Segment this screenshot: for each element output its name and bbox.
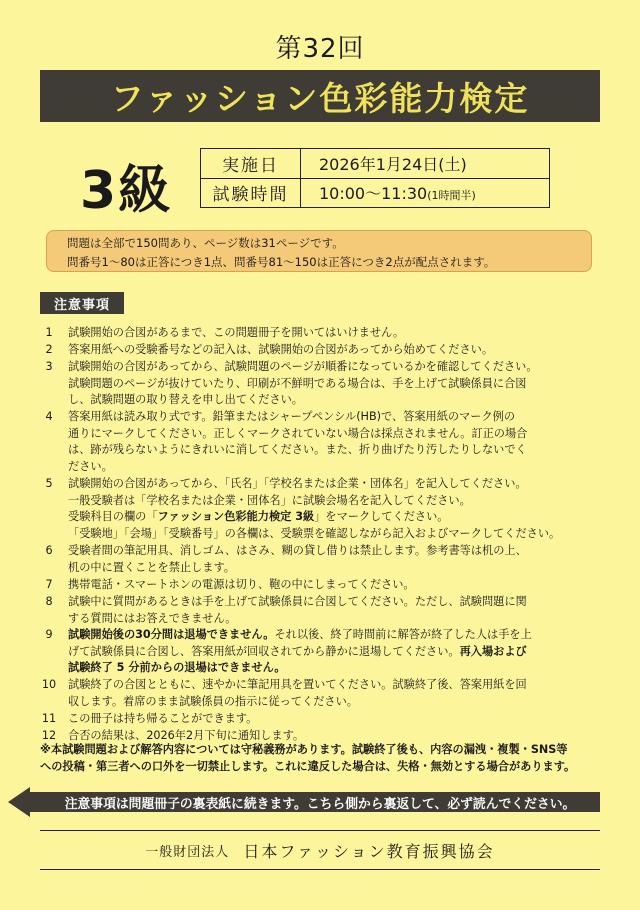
notice-item-number: 8 bbox=[45, 595, 53, 608]
org-prefix: 一般財団法人 bbox=[145, 844, 230, 860]
notice-item-line: 「受験地」「会場」「受験番号」の各欄は、受験票を確認しながら記入およびマークしてください。 bbox=[68, 527, 561, 541]
notice-item-number: 12 bbox=[41, 729, 57, 742]
notice-item-line: 答案用紙への受験番号などの記入は、試験開始の合図があってから始めてください。 bbox=[68, 343, 494, 356]
exam-time-value: 10:00〜11:30 bbox=[319, 184, 428, 203]
grade-label: 3級 bbox=[80, 161, 173, 221]
notice-item-text bbox=[68, 711, 602, 728]
exam-time-row bbox=[201, 178, 549, 207]
notice-item-line: 試験開始の合図があってから、試験問題のページが順番になっているかを確認してください。 bbox=[68, 360, 538, 373]
notice-item-line: 合否の結果は、2026年2月下旬に通知します。 bbox=[68, 729, 305, 742]
exam-time-note: (1時間半) bbox=[427, 189, 476, 202]
notice-item-text bbox=[68, 594, 602, 627]
emphasis-text: 再入場および bbox=[459, 644, 527, 658]
continue-banner bbox=[8, 787, 600, 817]
notice-item-number: 4 bbox=[45, 410, 53, 423]
notice-item-line: 試験開始後の30分間は退場できません。それ以後、終了時間前に解答が終了した人は手を上 bbox=[68, 628, 532, 641]
notice-item-text bbox=[68, 409, 602, 476]
notice-item-line: する質問にはお答えできません。 bbox=[68, 611, 237, 625]
confidentiality-line: への投稿・第三者への口外を一切禁止します。これに違反した場合は、失格・無効とする場合があります。 bbox=[40, 759, 576, 773]
exam-time-label: 試験時間 bbox=[201, 178, 301, 207]
notice-item-number: 6 bbox=[45, 544, 53, 557]
notice-item-number: 10 bbox=[41, 678, 57, 691]
emphasis-text: 試験開始後の30分間は退場できません。 bbox=[68, 628, 275, 641]
notice-item-text bbox=[68, 325, 602, 342]
notice-item-text bbox=[68, 476, 602, 543]
notice-heading: 注意事項 bbox=[40, 292, 124, 314]
confidentiality-notice bbox=[40, 742, 600, 775]
scoring-info-box bbox=[46, 230, 592, 272]
notice-item-number: 9 bbox=[45, 628, 53, 641]
notice-item-line: し、試験問題の取り替えを申し出てください。 bbox=[68, 393, 303, 407]
notice-item-line bbox=[68, 660, 602, 677]
notice-item-text bbox=[68, 577, 602, 594]
notice-item-line: 試験中に質問があるときは手を上げて試験係員に合図してください。ただし、試験問題に関 bbox=[68, 595, 527, 608]
notice-item-number: 5 bbox=[45, 477, 53, 490]
notice-item-number: 11 bbox=[41, 712, 57, 725]
exam-date-value: 2026年1月24日(土) bbox=[319, 155, 467, 174]
emphasis-text: ファッション色彩能力検定 3級 bbox=[157, 510, 315, 524]
notice-item-line: 通りにマークしてください。正しくマークされていない場合は採点されません。訂正の場合 bbox=[68, 426, 528, 440]
continue-banner-text: 注意事項は問題冊子の裏表紙に続きます。こちら側から裏返して、必ず読んでください。 bbox=[64, 796, 576, 812]
emphasis-text: 試験終了 5 分前からの退場はできません。 bbox=[68, 661, 286, 675]
notice-item-line: 机の中に置くことを禁止します。 bbox=[68, 560, 235, 574]
exam-time-value-wrap bbox=[301, 181, 476, 204]
exam-date-label: 実施日 bbox=[201, 149, 301, 178]
scoring-line: 問番号1〜80は正答につき1点、問番号81〜150は正答につき2点が配点されます。 bbox=[67, 255, 496, 269]
exam-round-label: 第32回 bbox=[275, 34, 365, 64]
notice-item-text bbox=[68, 342, 602, 359]
notice-item-text bbox=[68, 677, 602, 710]
exam-date-row bbox=[201, 149, 549, 179]
notice-item-line: 携帯電話・スマートホンの電源は切り、鞄の中にしまってください。 bbox=[68, 578, 415, 591]
notice-item-line: この冊子は持ち帰ることができます。 bbox=[68, 712, 258, 725]
notice-item-line: は、跡が残らないようにきれいに消してください。また、折り曲げたり汚したりしないでく bbox=[68, 443, 527, 457]
confidentiality-line: ※本試験問題および解答内容については守秘義務があります。試験終了後も、内容の漏洩・複製・SNS等 bbox=[40, 743, 568, 756]
notice-item-line: 受験者間の筆記用具、消しゴム、はさみ、糊の貸し借りは禁止します。参考書等は机の上、 bbox=[68, 544, 527, 557]
notice-item-line: 試験開始の合図があってから、「氏名」「学校名または企業・団体名」を記入してください。 bbox=[68, 477, 527, 490]
notice-item-line: 試験終了の合図とともに、速やかに筆記用具を置いてください。試験終了後、答案用紙を回 bbox=[68, 678, 527, 691]
exam-title: ファッション色彩能力検定 bbox=[110, 78, 530, 118]
notice-item-line: 試験問題のページが抜けていたり、印刷が不鮮明である場合は、手を上げて試験係員に合図 bbox=[68, 376, 527, 390]
title-banner bbox=[40, 70, 600, 122]
notice-item-number: 7 bbox=[45, 578, 53, 591]
notice-item-line: 受験科目の欄の「ファッション色彩能力検定 3級」をマークしてください。 bbox=[68, 510, 449, 524]
notice-item-text bbox=[68, 627, 602, 677]
notice-item-number: 1 bbox=[45, 326, 53, 339]
exam-info-table bbox=[200, 148, 550, 208]
notice-item-number: 2 bbox=[45, 343, 53, 356]
notice-item-line: 収します。着席のまま試験係員の指示に従ってください。 bbox=[68, 694, 358, 708]
notice-item-line: 答案用紙は読み取り式です。鉛筆またはシャープペンシル(HB)で、答案用紙のマーク例の bbox=[68, 410, 516, 423]
organization-footer bbox=[40, 830, 600, 870]
notice-item-line: 試験開始の合図があるまで、この問題冊子を開いてはいけません。 bbox=[68, 326, 405, 339]
notice-item-text bbox=[68, 543, 602, 576]
org-name: 日本ファッション教育振興協会 bbox=[243, 841, 495, 861]
notice-item-line: 一般受験者は「学校名または企業・団体名」に試験会場名を記入してください。 bbox=[68, 493, 471, 507]
notice-item-text bbox=[68, 359, 602, 409]
notice-item-line: げて試験係員に合図し、答案用紙が回収されてから静かに退場してください。再入場および bbox=[68, 644, 527, 658]
scoring-line: 問題は全部で150問あり、ページ数は31ページです。 bbox=[67, 236, 344, 250]
notice-item-number: 3 bbox=[45, 360, 53, 373]
notice-item-line: ださい。 bbox=[68, 460, 113, 474]
